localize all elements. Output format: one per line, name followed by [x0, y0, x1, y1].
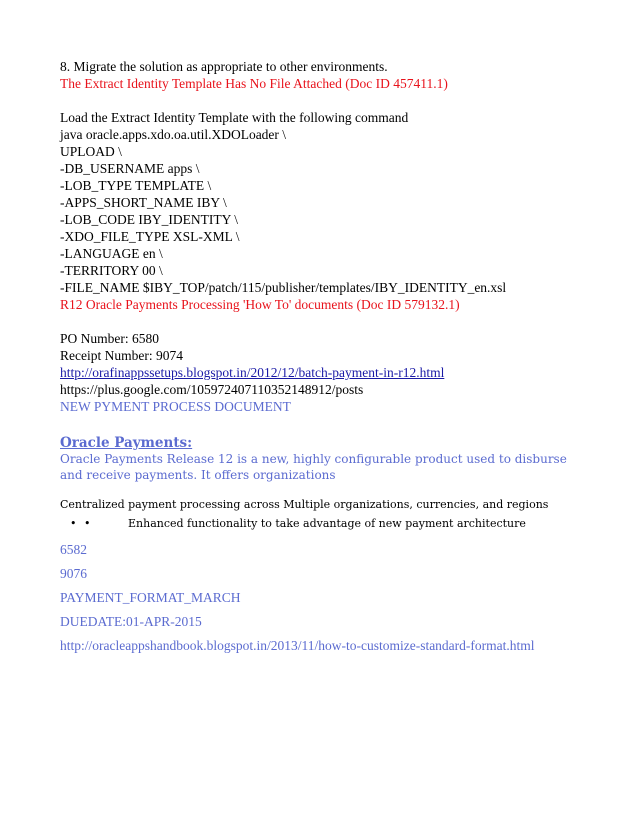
command-line: -XDO_FILE_TYPE XSL-XML \: [60, 229, 240, 244]
command-line: -LANGUAGE en \: [60, 246, 163, 261]
load-intro: Load the Extract Identity Template with the following command: [60, 110, 409, 125]
command-line: -APPS_SHORT_NAME IBY \: [60, 195, 227, 210]
bullet-text: Enhanced functionality to take advantage of new payment architecture: [128, 517, 526, 530]
section-heading: Oracle Payments:: [60, 435, 193, 451]
due-date: DUEDATE:01-APR-2015: [60, 614, 202, 629]
handbook-url: http://oracleappshandbook.blogspot.in/2013/11/how-to-customize-standard-format.html: [60, 638, 535, 653]
extract-note: The Extract Identity Template Has No File Attached (Doc ID 457411.1): [60, 76, 448, 91]
po-number: PO Number: 6580: [60, 331, 159, 346]
command-line: -TERRITORY 00 \: [60, 263, 163, 278]
centralized-text: Centralized payment processing across Multiple organizations, currencies, and regions: [60, 498, 549, 511]
value-9076: 9076: [60, 566, 87, 581]
step-8-text: 8. Migrate the solution as appropriate to other environments.: [60, 59, 388, 74]
section-body: Oracle Payments Release 12 is a new, highly configurable product used to disburse and receive payments. It offers organizations: [60, 452, 567, 482]
r12-note: R12 Oracle Payments Processing 'How To' documents (Doc ID 579132.1): [60, 297, 460, 312]
command-line: -LOB_TYPE TEMPLATE \: [60, 178, 212, 193]
document-page: [60, 58, 580, 661]
command-line: -FILE_NAME $IBY_TOP/patch/115/publisher/templates/IBY_IDENTITY_en.xsl: [60, 280, 507, 295]
command-line: java oracle.apps.xdo.oa.util.XDOLoader \: [60, 127, 287, 142]
value-6582: 6582: [60, 542, 87, 557]
command-line: -DB_USERNAME apps \: [60, 161, 200, 176]
list-item: [60, 517, 580, 532]
receipt-number: Receipt Number: 9074: [60, 348, 183, 363]
bullet-icon: •: [70, 517, 77, 530]
bullet-icon: •: [84, 517, 91, 530]
payment-format: PAYMENT_FORMAT_MARCH: [60, 590, 241, 605]
google-plus-url: https://plus.google.com/105972407110352148912/posts: [60, 382, 364, 397]
command-line: UPLOAD \: [60, 144, 122, 159]
new-document-title: NEW PYMENT PROCESS DOCUMENT: [60, 399, 291, 414]
blog-link[interactable]: http://orafinappssetups.blogspot.in/2012/12/batch-payment-in-r12.html: [60, 365, 445, 380]
command-line: -LOB_CODE IBY_IDENTITY \: [60, 212, 238, 227]
